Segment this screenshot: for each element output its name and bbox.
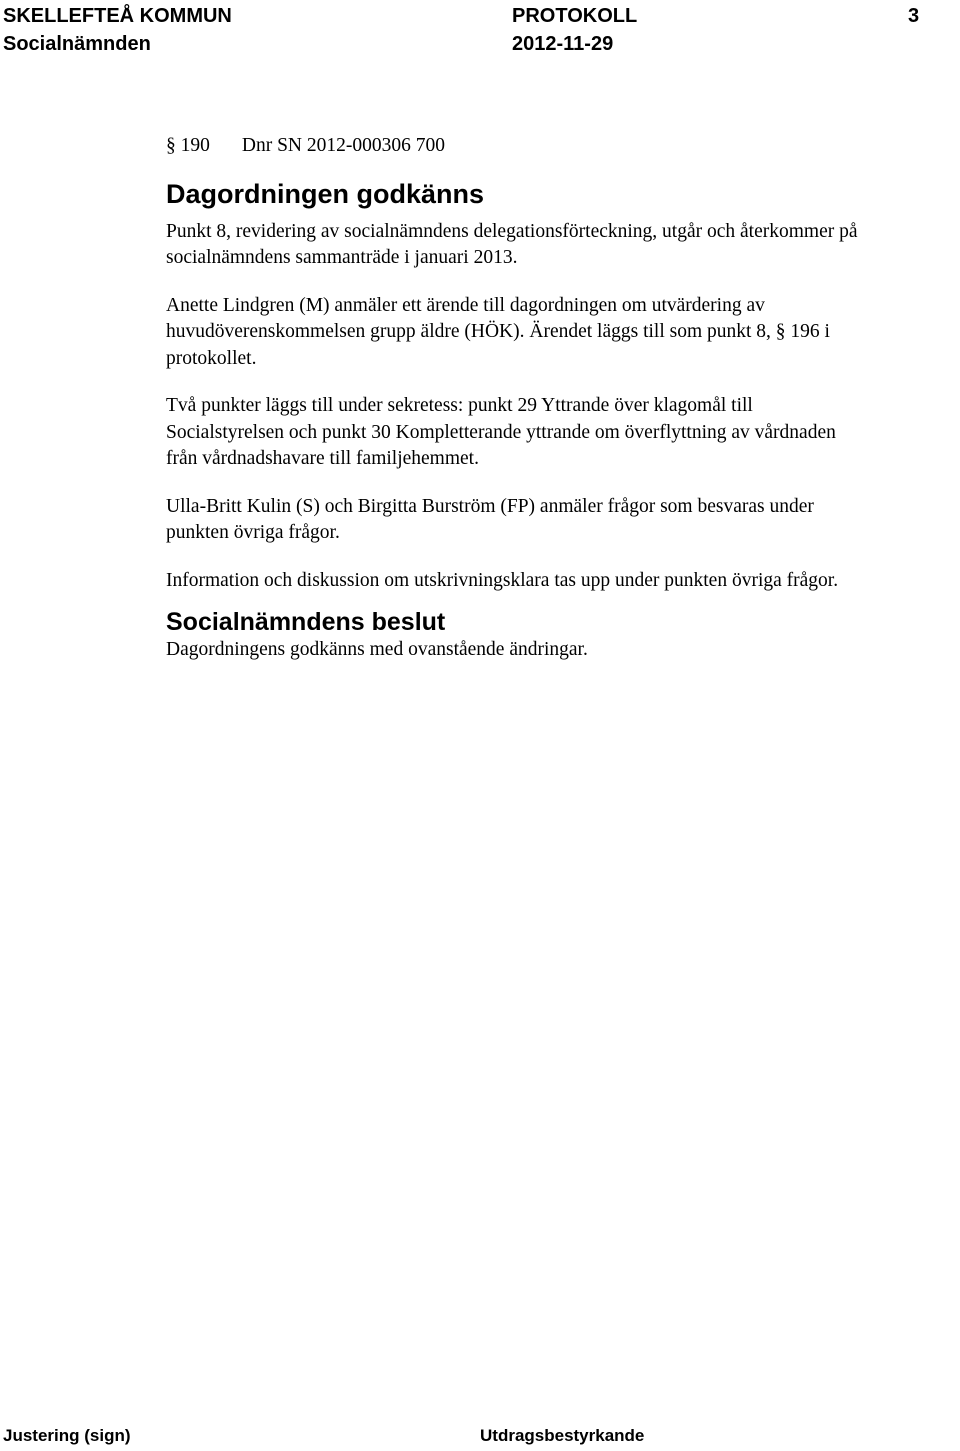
utdragsbestyrkande-label: Utdragsbestyrkande xyxy=(480,1426,645,1445)
section-title: Dagordningen godkänns xyxy=(166,178,485,209)
paragraph-questions: Ulla-Britt Kulin (S) och Birgitta Burström (FP) anmäler frågor som besvaras under punkten övriga frågor. xyxy=(166,495,814,543)
section-reference xyxy=(166,133,866,160)
paragraph-confidential-items: Två punkter läggs till under sekretess: punkt 29 Yttrande över klagomål till Socialstyrelsen och punkt 30 Kompletterande yttrande om överflyttning av vårdnaden från vårdnadshavare till familjehemmet. xyxy=(166,395,836,469)
meeting-date: 2012-11-29 xyxy=(512,33,614,55)
decision-text: Dagordningens godkänns med ovanstående ändringar. xyxy=(166,639,588,660)
paragraph-information: Information och diskussion om utskrivningsklara tas upp under punkten övriga frågor. xyxy=(166,569,839,591)
paragraph-number: § 190 xyxy=(166,135,210,156)
page-number: 3 xyxy=(908,5,920,27)
committee-name: Socialnämnden xyxy=(3,33,151,55)
document-type: PROTOKOLL xyxy=(512,5,638,27)
paragraph-revision: Punkt 8, revidering av socialnämndens delegationsförteckning, utgår och återkommer på socialnämndens sammanträde i januari 2013. xyxy=(166,220,858,268)
justering-label: Justering (sign) xyxy=(3,1426,131,1445)
paragraph-hok-item: Anette Lindgren (M) anmäler ett ärende till dagordningen om utvärdering av huvudöverenskommelsen grupp äldre (HÖK). Ärendet läggs till som punkt 8, § 196 i protokollet. xyxy=(166,294,830,369)
organization-name: SKELLEFTEÅ KOMMUN xyxy=(3,5,232,27)
protocol-section xyxy=(166,133,866,685)
diary-number: Dnr SN 2012-000306 700 xyxy=(241,135,445,156)
decision-heading: Socialnämndens beslut xyxy=(166,608,446,636)
